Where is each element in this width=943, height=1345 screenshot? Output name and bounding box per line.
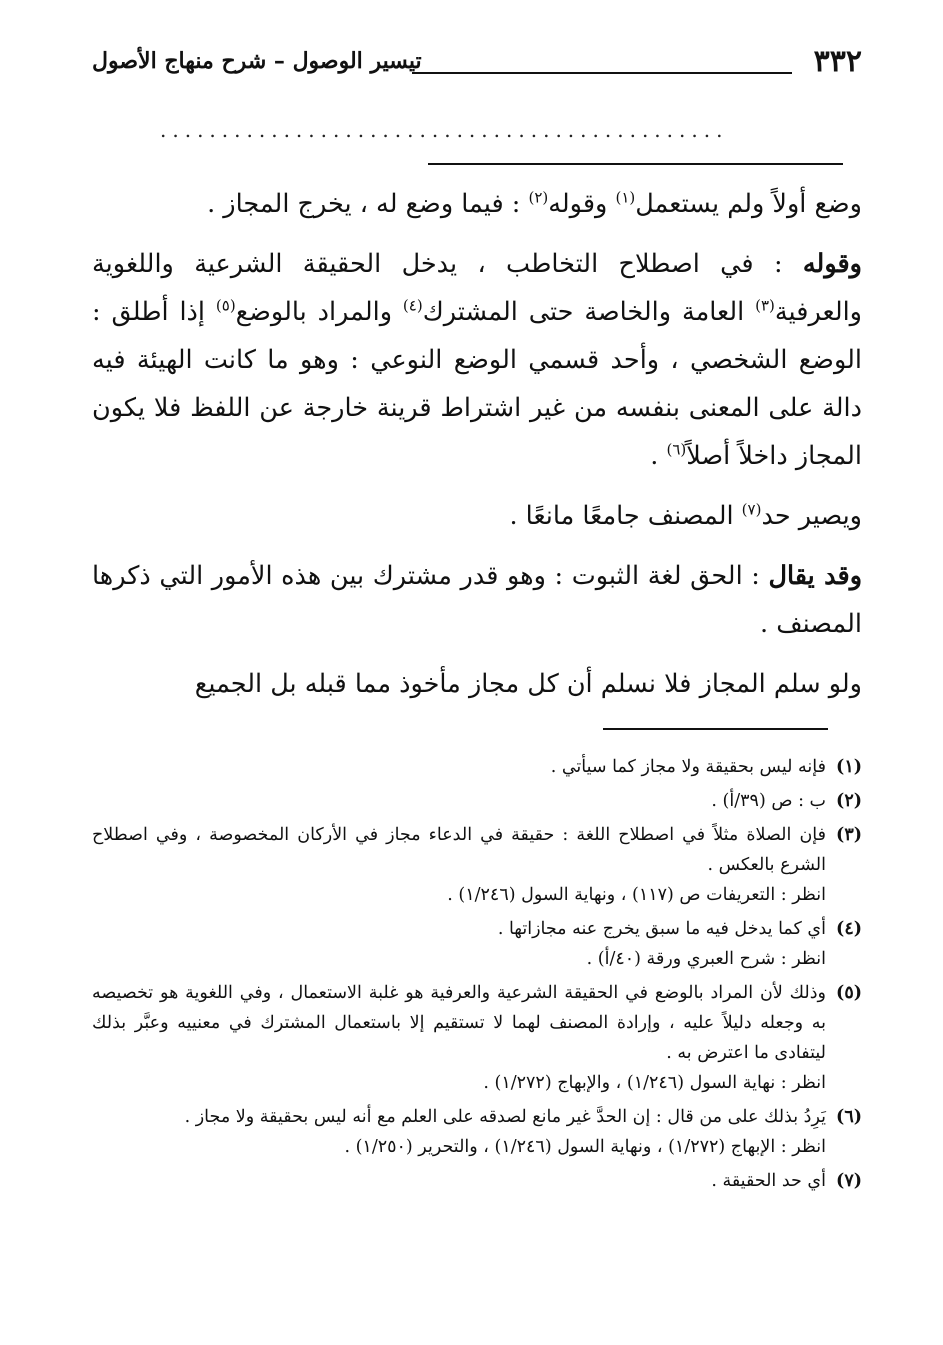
p2-keyword: وقوله [802,249,862,279]
top-rule [428,163,843,165]
paragraph-1 [92,180,862,228]
footnote-text: أي كما يدخل فيه ما سبق يخرج عنه مجازاتها . [497,919,826,939]
p5-text-1: ولو سلم المجاز فلا نسلم أن كل مجاز مأخوذ مما قبله بل الجميع [194,669,862,699]
footnote-ref-4[interactable]: (٤) [402,296,423,315]
paragraph-2 [92,240,862,480]
footnote-2 [92,786,862,816]
footnote-text: ب : ص (٣٩/أ) . [711,791,826,811]
p4-keyword: وقد يقال [768,561,863,591]
footnote-number: (٢) [836,791,862,811]
footnote-number: (٣) [836,825,862,845]
footnote-number: (١) [836,757,862,777]
p2-text-4: إذا أطلق : الوضع الشخصي ، وأحد قسمي الوضع النوعي : وهو ما كانت الهيئة فيه دالة على المعنى بنفسه من غير اشتراط قرينة خارجة عن اللفظ فلا يكون المجاز داخلاً أصلاً [92,297,862,471]
footnote-ref-3[interactable]: (٣) [755,296,775,315]
footnote-reference: انظر : التعريفات ص (١١٧) ، ونهاية السول (١/٢٤٦) . [447,885,826,905]
footnote-reference: انظر : الإبهاج (١/٢٧٢) ، ونهاية السول (١/٢٤٦) ، والتحرير (١/٢٥٠) . [344,1137,826,1157]
paragraph-3 [92,492,862,540]
footnote-text: فإن الصلاة مثلاً في اصطلاح اللغة : حقيقة في الدعاء مجاز في الأركان المخصوصة ، وفي اصطلاح الشرع بالعكس . [92,825,826,875]
header-rule [412,72,792,74]
footnote-6 [92,1102,862,1162]
footnote-number: (٤) [836,919,862,939]
paragraph-5 [92,660,862,708]
p1-text-2: وقوله [548,189,616,219]
p2-text-5: . [650,441,667,471]
footnote-text: وذلك لأن المراد بالوضع في الحقيقة الشرعية والعرفية هو غلبة الاستعمال ، وفي اللغوية هو تخصيصه به وجعله دليلاً عليه ، وإرادة المصنف لهما لا تستقيم إلا باستعمال المشترك في معنييه وعبَّر بذلك ليتفادى ما اعترض به . [92,983,826,1063]
page-number: ٣٣٢ [813,44,862,79]
footnote-ref-1[interactable]: (١) [615,188,636,207]
paragraph-4 [92,552,862,648]
separator-dots: .............................................. [160,118,729,142]
footnote-text: يَرِدُ بذلك على من قال : إن الحدَّ غير مانع لصدقه على العلم مع أنه ليس بحقيقة ولا مجاز . [184,1107,826,1127]
p2-text-1: : في اصطلاح التخاطب ، يدخل الحقيقة الشرعية واللغوية والعرفية [92,249,862,327]
footnote-ref-7[interactable]: (٧) [741,500,762,519]
footnote-number: (٦) [836,1107,862,1127]
p3-text-2: المصنف جامعًا مانعًا . [509,501,742,531]
footnote-ref-2[interactable]: (٢) [528,188,549,207]
p1-text-3: : فيما وضع له ، يخرج المجاز . [207,189,529,219]
footnote-1 [92,752,862,782]
footnote-5 [92,978,862,1098]
footnote-7 [92,1166,862,1196]
footnotes [92,752,862,1200]
p1-text: وضع أولاً ولم يستعمل [635,189,862,219]
running-title: تيسير الوصول – شرح منهاج الأصول [92,48,422,74]
footnote-reference: انظر : نهاية السول (١/٢٤٦) ، والإبهاج (١/٢٧٢) . [483,1073,826,1093]
footnote-reference: انظر : شرح العبري ورقة (٤٠/أ) . [586,949,826,969]
footnote-ref-6[interactable]: (٦) [666,440,687,459]
footnote-number: (٥) [836,983,862,1003]
footnote-4 [92,914,862,974]
footnote-rule [603,728,828,730]
p4-text-1: : الحق لغة الثبوت : وهو قدر مشترك بين هذه الأمور التي ذكرها المصنف . [92,561,862,639]
main-text [92,180,862,720]
footnote-text: أي حد الحقيقة . [711,1171,826,1191]
p3-text-1: ويصير حد [761,501,862,531]
p2-text-3: والمراد بالوضع [235,297,403,327]
footnote-text: فإنه ليس بحقيقة ولا مجاز كما سيأتي . [550,757,826,777]
p2-text-2: العامة والخاصة حتى المشترك [422,297,756,327]
page-header [92,44,862,94]
footnote-number: (٧) [836,1171,862,1191]
footnote-3 [92,820,862,910]
footnote-ref-5[interactable]: (٥) [215,296,236,315]
